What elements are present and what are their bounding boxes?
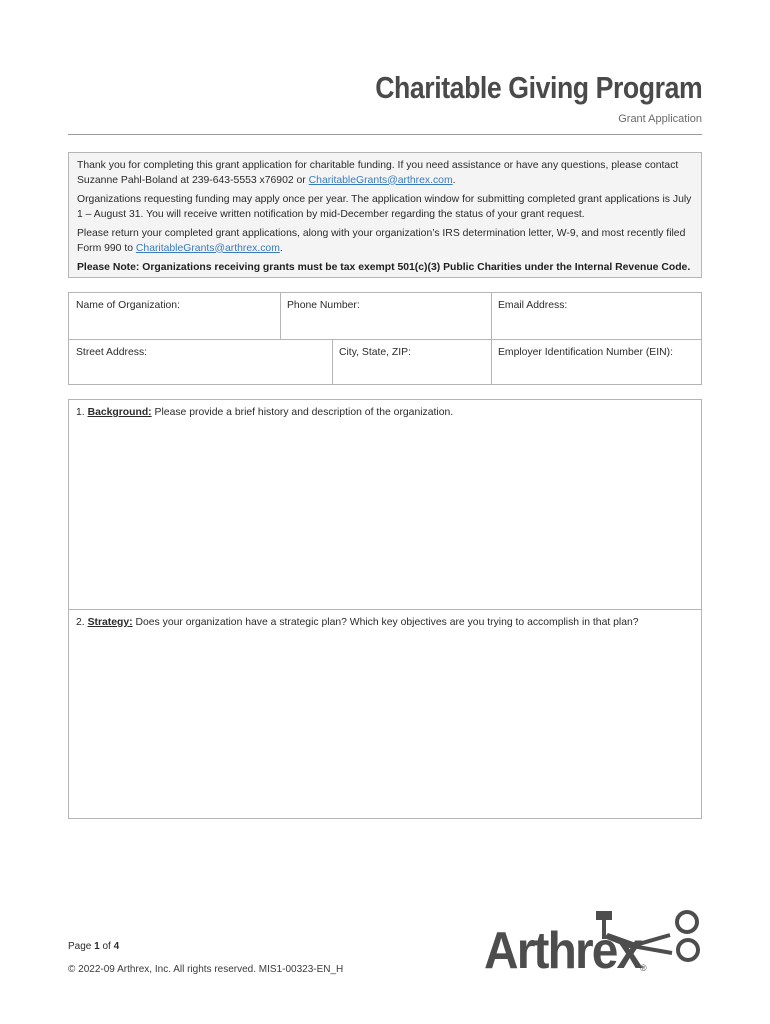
logo-wordmark: Arthrex bbox=[484, 922, 642, 980]
submission-email-link[interactable]: CharitableGrants@arthrex.com bbox=[135, 242, 280, 254]
phone-number-field[interactable]: Phone Number: bbox=[287, 300, 360, 311]
background-label: Background: bbox=[87, 407, 152, 418]
background-question-field[interactable]: 1. Background: Please provide a brief history and description of the organization. bbox=[68, 399, 702, 610]
ein-field[interactable]: Employer Identification Number (EIN): bbox=[498, 347, 673, 358]
registered-mark: ® bbox=[640, 963, 647, 973]
page-number: Page 1 of 4 bbox=[68, 941, 120, 952]
page-subtitle: Grant Application bbox=[618, 113, 702, 125]
strategy-label: Strategy: bbox=[87, 617, 133, 628]
page-title: Charitable Giving Program bbox=[374, 70, 702, 105]
strategy-question-field[interactable]: 2. Strategy: Does your organization have a strategic plan? Which key objectives are you trying to accomplish in that plan? bbox=[68, 609, 702, 819]
organization-info-table bbox=[68, 292, 702, 385]
street-address-field[interactable]: Street Address: bbox=[76, 347, 148, 358]
copyright-notice: © 2022-09 Arthrex, Inc. All rights reserved. MIS1-00323-EN_H bbox=[68, 964, 344, 975]
header-divider bbox=[68, 134, 702, 135]
intro-paragraph-2: Organizations requesting funding may apply once per year. The application window for submitting completed grant applications is July 1 – August 31. You will receive written notification by mid-December regarding the status of your grant request. bbox=[77, 194, 692, 220]
intro-paragraph-3: Please return your completed grant applications, along with your organization’s IRS determination letter, W-9, and most recently filed Form 990 to CharitableGrants@arthrex.com. bbox=[77, 228, 686, 254]
organization-name-field[interactable]: Name of Organization: bbox=[76, 300, 180, 311]
contact-email-link[interactable]: CharitableGrants@arthrex.com bbox=[308, 174, 453, 186]
city-state-zip-field[interactable]: City, State, ZIP: bbox=[339, 347, 411, 358]
intro-paragraph-1: Thank you for completing this grant application for charitable funding. If you need assistance or have any questions, please contact Suzanne Pahl-Boland at 239-643-5553 x76902 or CharitableGrants@arthrex.com. bbox=[77, 160, 679, 186]
tax-exempt-note: Please Note: Organizations receiving grants must be tax exempt 501(c)(3) Public Charities under the Internal Revenue Code. bbox=[77, 262, 691, 273]
email-address-field[interactable]: Email Address: bbox=[498, 300, 568, 311]
intro-box bbox=[68, 152, 702, 278]
arthrex-logo bbox=[484, 905, 706, 981]
